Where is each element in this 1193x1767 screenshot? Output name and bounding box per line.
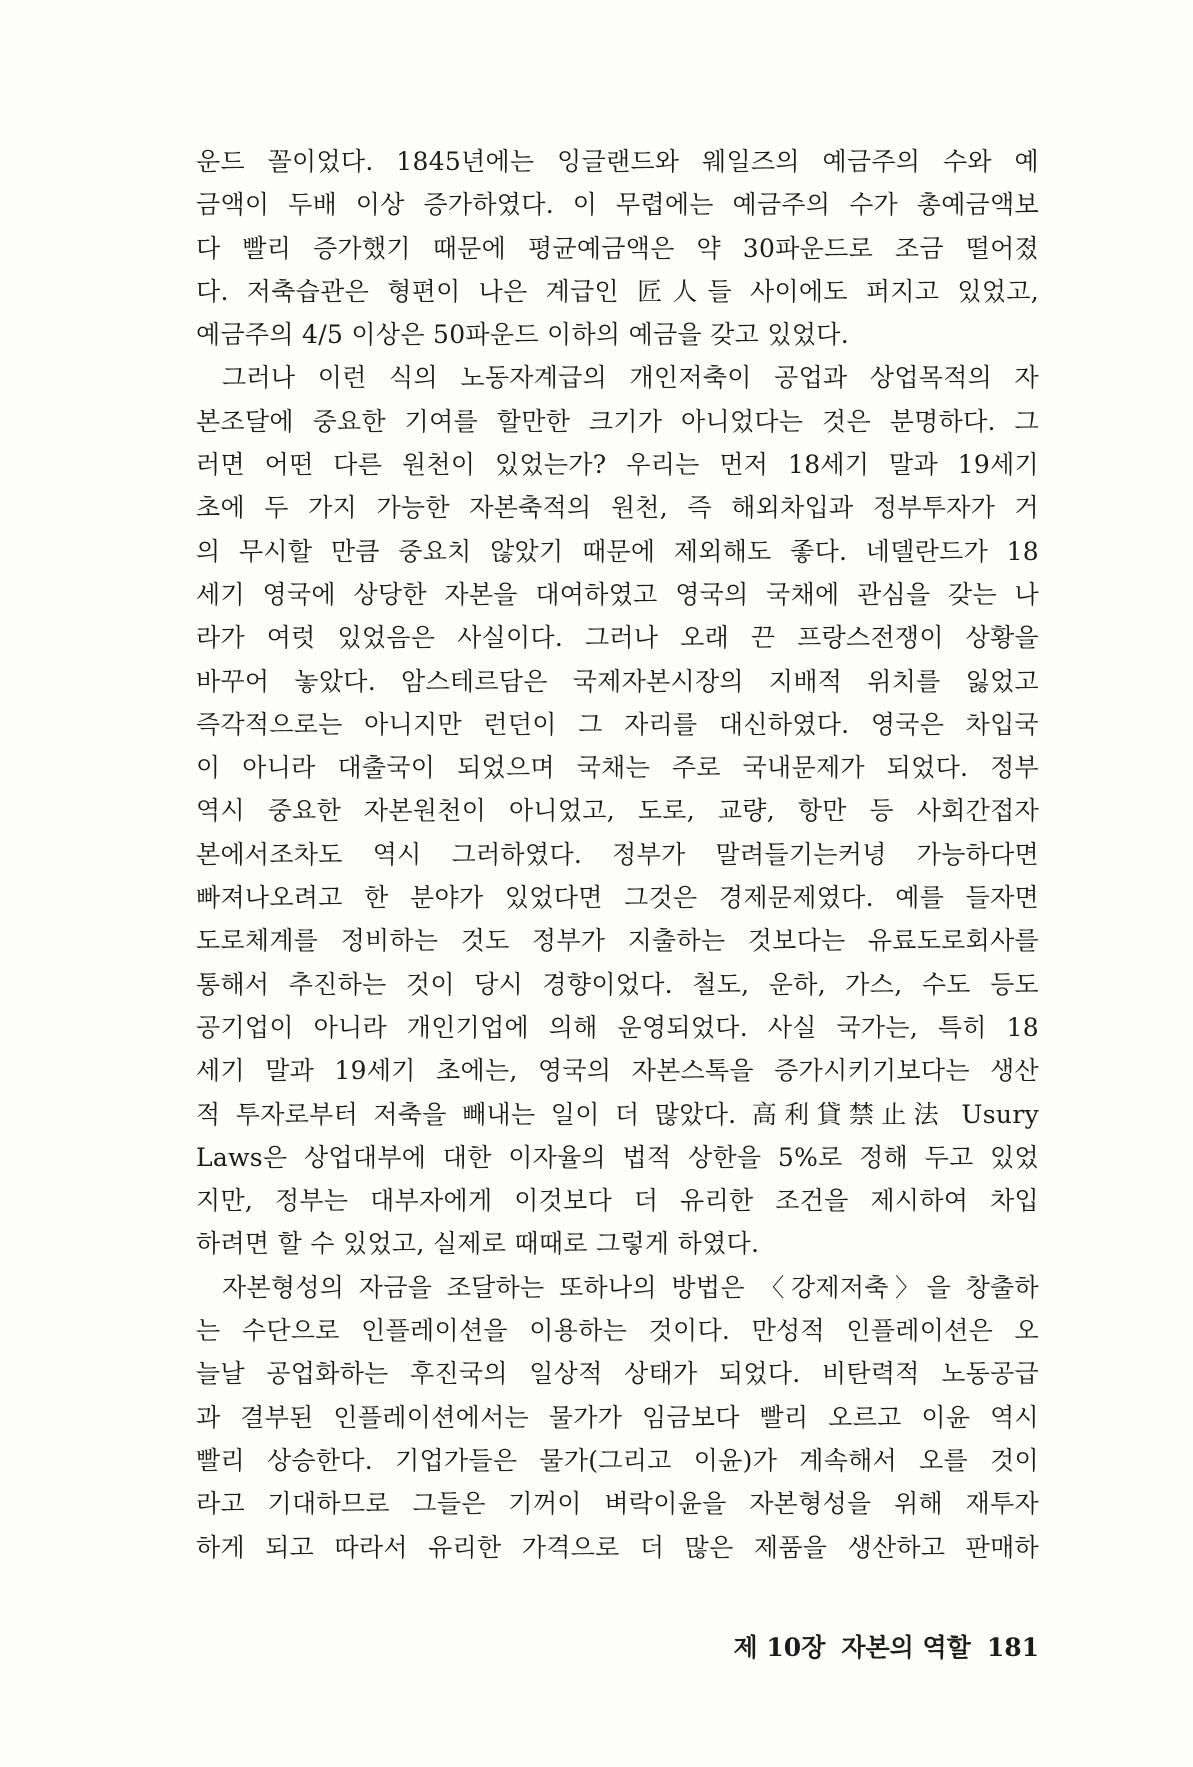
text-line: 자본형성의 자금을 조달하는 또하나의 방법은 〈강제저축〉을 창출하 (222, 1272, 1039, 1302)
page-number: 181 (986, 1633, 1039, 1662)
text-line: 라고 기대하므로 그들은 기꺼이 벼락이윤을 자본형성을 위해 재투자 (196, 1489, 1039, 1519)
text-line: 빨리 상승한다. 기업가들은 물가(그리고 이윤)가 계속해서 오를 것이 (196, 1445, 1039, 1475)
text-line: 지만, 정부는 대부자에게 이것보다 더 유리한 조건을 제시하여 차입 (196, 1186, 1039, 1216)
text-line: 즉각적으로는 아니지만 런던이 그 자리를 대신하였다. 영국은 차입국 (196, 709, 1039, 739)
text-line: 의 무시할 만큼 중요치 않았기 때문에 제외해도 좋다. 네델란드가 18 (196, 536, 1039, 566)
text-line: Laws은 상업대부에 대한 이자율의 법적 상한을 5%로 정해 두고 있었 (196, 1142, 1039, 1172)
text-line: 초에 두 가지 가능한 자본축적의 원천, 즉 해외차입과 정부투자가 거 (196, 493, 1039, 523)
text-line: 하게 되고 따라서 유리한 가격으로 더 많은 제품을 생산하고 판매하 (196, 1532, 1039, 1562)
text-line: 도로체계를 정비하는 것도 정부가 지출하는 것보다는 유료도로회사를 (196, 926, 1039, 956)
text-line: 예금주의 4/5 이상은 50파운드 이하의 예금을 갖고 있었다. (196, 320, 849, 350)
text-line: 공기업이 아니라 개인기업에 의해 운영되었다. 사실 국가는, 특히 18 (196, 1012, 1039, 1042)
text-line: 이 아니라 대출국이 되었으며 국채는 주로 국내문제가 되었다. 정부 (196, 753, 1039, 783)
text-line: 바꾸어 놓았다. 암스테르담은 국제자본시장의 지배적 위치를 잃었고 (196, 666, 1039, 696)
page-footer (700, 1628, 1039, 1664)
text-line: 그러나 이런 식의 노동자계급의 개인저축이 공업과 상업목적의 자 (222, 363, 1039, 393)
text-line: 금액이 두배 이상 증가하였다. 이 무렵에는 예금주의 수가 총예금액보 (196, 190, 1039, 220)
text-line: 통해서 추진하는 것이 당시 경향이었다. 철도, 운하, 가스, 수도 등도 (196, 969, 1039, 999)
text-line: 라가 여럿 있었음은 사실이다. 그러나 오래 끈 프랑스전쟁이 상황을 (196, 623, 1039, 653)
text-line: 러면 어떤 다른 원천이 있었는가? 우리는 먼저 18세기 말과 19세기 (196, 450, 1039, 480)
chapter-title: 자본의 역할 (841, 1633, 971, 1662)
body-text (196, 140, 1039, 1569)
text-line: 늘날 공업화하는 후진국의 일상적 상태가 되었다. 비탄력적 노동공급 (196, 1359, 1039, 1389)
text-line: 세기 영국에 상당한 자본을 대여하였고 영국의 국채에 관심을 갖는 나 (196, 579, 1039, 609)
text-line: 과 결부된 인플레이션에서는 물가가 임금보다 빨리 오르고 이윤 역시 (196, 1402, 1039, 1432)
text-line: 세기 말과 19세기 초에는, 영국의 자본스톡을 증가시키기보다는 생산 (196, 1056, 1039, 1086)
text-line: 다 빨리 증가했기 때문에 평균예금액은 약 30파운드로 조금 떨어졌 (196, 233, 1039, 263)
chapter-number: 제 10장 (733, 1633, 826, 1662)
text-line: 다. 저축습관은 형편이 나은 계급인 匠人들 사이에도 퍼지고 있었고, (196, 276, 1039, 306)
text-line: 하려면 할 수 있었고, 실제로 때때로 그렇게 하였다. (196, 1229, 760, 1259)
text-line: 본조달에 중요한 기여를 할만한 크기가 아니었다는 것은 분명하다. 그 (196, 406, 1039, 436)
text-line: 적 투자로부터 저축을 빼내는 일이 더 많았다. 高利貸禁止法 Usury (196, 1099, 1039, 1129)
text-line: 본에서조차도 역시 그러하였다. 정부가 말려들기는커녕 가능하다면 (196, 839, 1039, 869)
text-line: 는 수단으로 인플레이션을 이용하는 것이다. 만성적 인플레이션은 오 (196, 1316, 1039, 1346)
text-line: 역시 중요한 자본원천이 아니었고, 도로, 교량, 항만 등 사회간접자 (196, 796, 1039, 826)
text-line: 운드 꼴이었다. 1845년에는 잉글랜드와 웨일즈의 예금주의 수와 예 (196, 147, 1039, 176)
text-line: 빠져나오려고 한 분야가 있었다면 그것은 경제문제였다. 예를 들자면 (196, 883, 1039, 913)
